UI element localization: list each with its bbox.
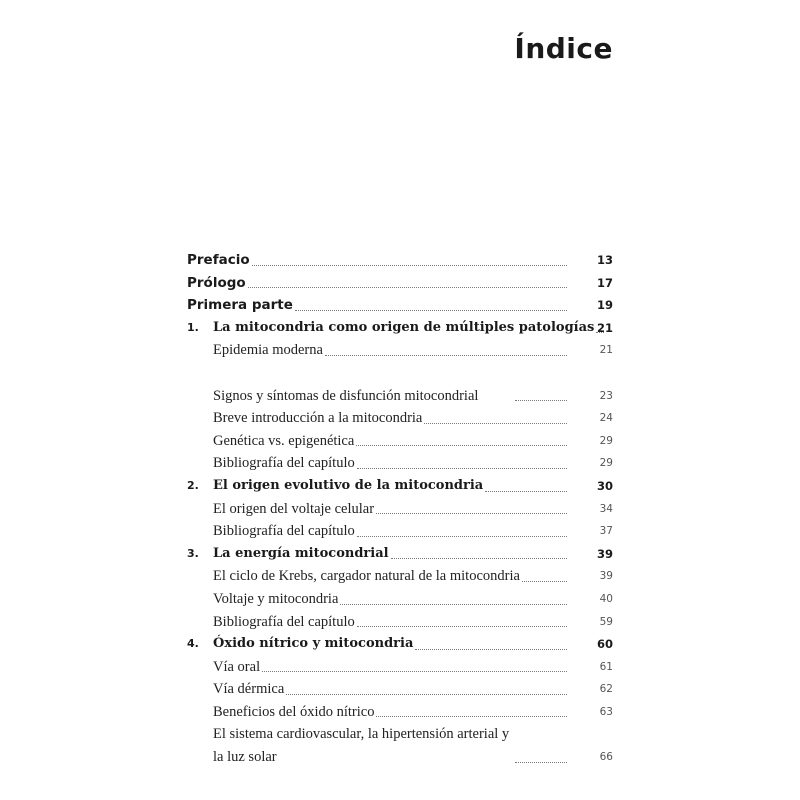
entry-title: La mitocondria como origen de múltiples patologías [213,319,595,335]
toc-entry-section [187,611,613,634]
entry-title: Bibliografía del capítulo [213,613,355,630]
toc-entry-section [187,520,613,543]
entry-title: Genética vs. epigenética [213,432,355,449]
dot-leader [248,287,567,288]
toc-entry-part [187,272,613,295]
page-title: Índice [514,32,613,65]
dot-leader [515,400,567,401]
toc-entry-section [187,656,613,679]
page-number: 39 [599,570,613,583]
entry-title: Breve introducción a la mitocondria [213,410,423,427]
page-number: 60 [596,637,613,652]
toc-entry-section [187,588,613,611]
entry-title: Prólogo [187,274,246,291]
table-of-contents [187,249,613,769]
page-number: 29 [599,457,613,470]
dot-leader [340,604,567,605]
toc-entry-section [187,407,613,430]
toc-entry-chapter [187,633,613,656]
dot-leader [252,265,567,266]
dot-leader [522,581,567,582]
page-number: 59 [599,615,613,628]
toc-entry-section [187,723,613,768]
entry-title: Voltaje y mitocondria [213,590,339,607]
toc-entry-chapter [187,475,613,498]
page-number: 61 [599,660,613,673]
entry-title: Óxido nítrico y mitocondria [213,636,414,652]
chapter-number: 4. [187,637,199,651]
page-number: 34 [599,502,613,515]
toc-entry-part [187,294,613,317]
entry-title: Vía dérmica [213,681,285,698]
page-number: 24 [599,412,613,425]
page-number: 66 [599,751,613,764]
dot-leader [376,716,567,717]
toc-entry-section [187,565,613,588]
toc-entry-chapter [187,543,613,566]
dot-leader [325,355,567,356]
dot-leader [424,423,567,424]
toc-entry-section [187,678,613,701]
page-number: 19 [596,298,613,313]
dot-leader [391,558,567,559]
entry-title: Bibliografía del capítulo [213,523,355,540]
entry-title: Vía oral [213,658,261,675]
entry-title: El ciclo de Krebs, cargador natural de la mitocondria [213,568,520,585]
dot-leader [356,445,567,446]
toc-entry-section [187,339,613,362]
dot-leader [357,626,567,627]
entry-title: Bibliografía del capítulo [213,455,355,472]
dot-leader [295,310,567,311]
page-number: 29 [599,434,613,447]
dot-leader [376,513,567,514]
page-number: 17 [596,275,613,290]
entry-title: Signos y síntomas de disfunción mitocondrial [213,387,479,404]
entry-title: El origen evolutivo de la mitocondria [213,477,484,493]
chapter-number: 3. [187,546,199,560]
dot-leader [357,468,567,469]
page-number: 40 [599,592,613,605]
dot-leader [415,649,567,650]
page-number: 37 [599,525,613,538]
dot-leader [515,762,567,763]
chapter-number: 1. [187,320,199,334]
page-number: 62 [599,683,613,696]
toc-entry-chapter [187,317,613,340]
entry-title: Prefacio [187,252,250,268]
entry-title: El sistema cardiovascular, la hipertensión arterial y la luz solar [213,726,510,766]
toc-entry-section [187,498,613,521]
page-number: 21 [596,320,613,335]
entry-title: El origen del voltaje celular [213,500,375,517]
entry-title: La energía mitocondrial [213,545,389,561]
entry-title: Beneficios del óxido nítrico [213,703,375,720]
toc-entry-section [187,452,613,475]
dot-leader [262,671,567,672]
page-number: 30 [596,478,613,493]
toc-entry-section [187,701,613,724]
entry-title: Primera parte [187,297,293,314]
toc-entry-section [187,362,613,407]
dot-leader [357,536,567,537]
page-number: 13 [596,253,613,267]
dot-leader [286,694,567,695]
page-number: 23 [599,389,613,402]
page-number: 21 [599,344,613,357]
entry-title: Epidemia moderna [213,342,323,359]
page-number: 39 [596,546,613,561]
toc-entry-section [187,430,613,453]
chapter-number: 2. [187,478,199,492]
dot-leader [485,491,567,492]
toc-entry-part [187,249,613,272]
page-number: 63 [599,705,613,718]
